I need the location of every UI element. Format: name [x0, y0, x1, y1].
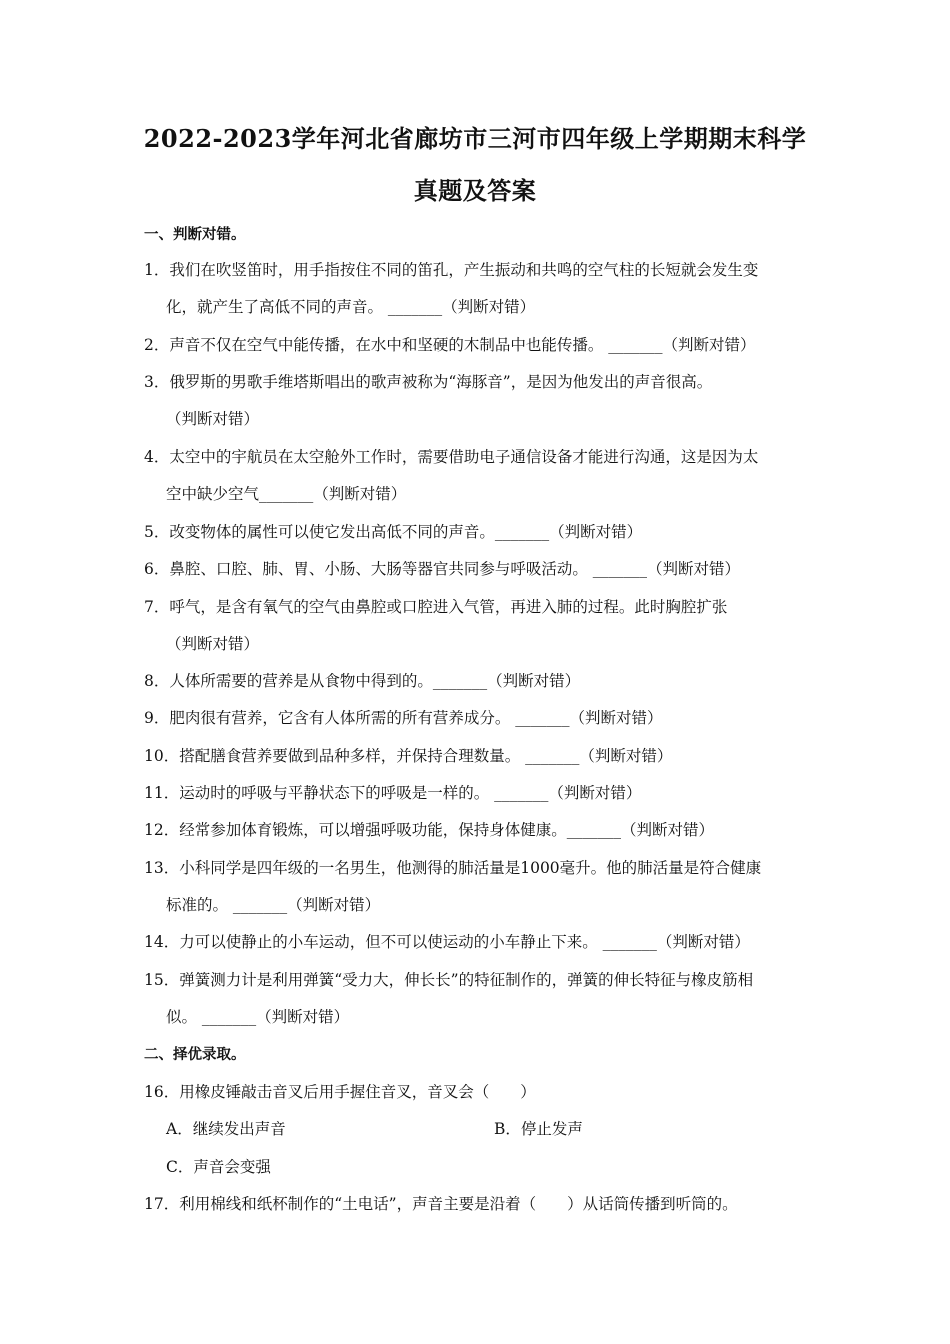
- document-title-line-1: 2022-2023学年河北省廊坊市三河市四年级上学期期末科学: [143, 124, 807, 153]
- document-title-line-2: 真题及答案: [413, 176, 537, 205]
- question-10: 10．搭配膳食营养要做到品种多样，并保持合理数量。 _______（判断对错）: [144, 747, 673, 765]
- question-1-line-1: 1．我们在吹竖笛时，用手指按住不同的笛孔，产生振动和共鸣的空气柱的长短就会发生变: [144, 261, 759, 279]
- question-4-line-2: 空中缺少空气_______（判断对错）: [166, 485, 407, 503]
- question-2: 2．声音不仅在空气中能传播，在水中和坚硬的木制品中也能传播。 _______（判断对错）: [144, 336, 756, 354]
- question-13-line-2: 标准的。 _______（判断对错）: [166, 896, 381, 914]
- question-16-option-a: A．继续发出声音: [166, 1120, 286, 1138]
- question-7-line-1: 7．呼气，是含有氧气的空气由鼻腔或口腔进入气管，再进入肺的过程。此时胸腔扩张: [144, 598, 728, 616]
- question-4-line-1: 4．太空中的宇航员在太空舱外工作时，需要借助电子通信设备才能进行沟通，这是因为太: [144, 448, 759, 466]
- question-16-option-b: B．停止发声: [494, 1120, 583, 1138]
- question-14: 14．力可以使静止的小车运动，但不可以使运动的小车静止下来。 _______（判断对错）: [144, 933, 750, 951]
- question-3-line-2: （判断对错）: [166, 410, 260, 428]
- section-heading-multiple-choice: 二、择优录取。: [144, 1046, 246, 1063]
- question-8: 8．人体所需要的营养是从食物中得到的。_______（判断对错）: [144, 672, 581, 690]
- question-7-line-2: （判断对错）: [166, 635, 260, 653]
- question-15-line-1: 15．弹簧测力计是利用弹簧“受力大，伸长长”的特征制作的，弹簧的伸长特征与橡皮筋相: [144, 971, 754, 989]
- question-6: 6．鼻腔、口腔、肺、胃、小肠、大肠等器官共同参与呼吸活动。 _______（判断对错）: [144, 560, 741, 578]
- section-heading-true-false: 一、判断对错。: [144, 226, 246, 243]
- question-13-line-1: 13．小科同学是四年级的一名男生，他测得的肺活量是1000毫升。他的肺活量是符合健康: [144, 859, 762, 877]
- question-9: 9．肥肉很有营养，它含有人体所需的所有营养成分。 _______（判断对错）: [144, 709, 663, 727]
- question-11: 11．运动时的呼吸与平静状态下的呼吸是一样的。 _______（判断对错）: [144, 784, 642, 802]
- question-16-option-c: C．声音会变强: [166, 1158, 271, 1176]
- question-1-line-2: 化，就产生了高低不同的声音。 _______（判断对错）: [166, 298, 536, 316]
- question-12: 12．经常参加体育锻炼，可以增强呼吸功能，保持身体健康。_______（判断对错）: [144, 821, 714, 839]
- question-17-stem: 17．利用棉线和纸杯制作的“土电话”，声音主要是沿着（ ）从话筒传播到听筒的。: [144, 1195, 738, 1213]
- question-5: 5．改变物体的属性可以使它发出高低不同的声音。_______（判断对错）: [144, 523, 643, 541]
- question-16-stem: 16．用橡皮锤敲击音叉后用手握住音叉，音叉会（ ）: [144, 1083, 536, 1101]
- question-15-line-2: 似。 _______（判断对错）: [166, 1008, 350, 1026]
- question-3-line-1: 3．俄罗斯的男歌手维塔斯唱出的歌声被称为“海豚音”，是因为他发出的声音很高。: [144, 373, 713, 391]
